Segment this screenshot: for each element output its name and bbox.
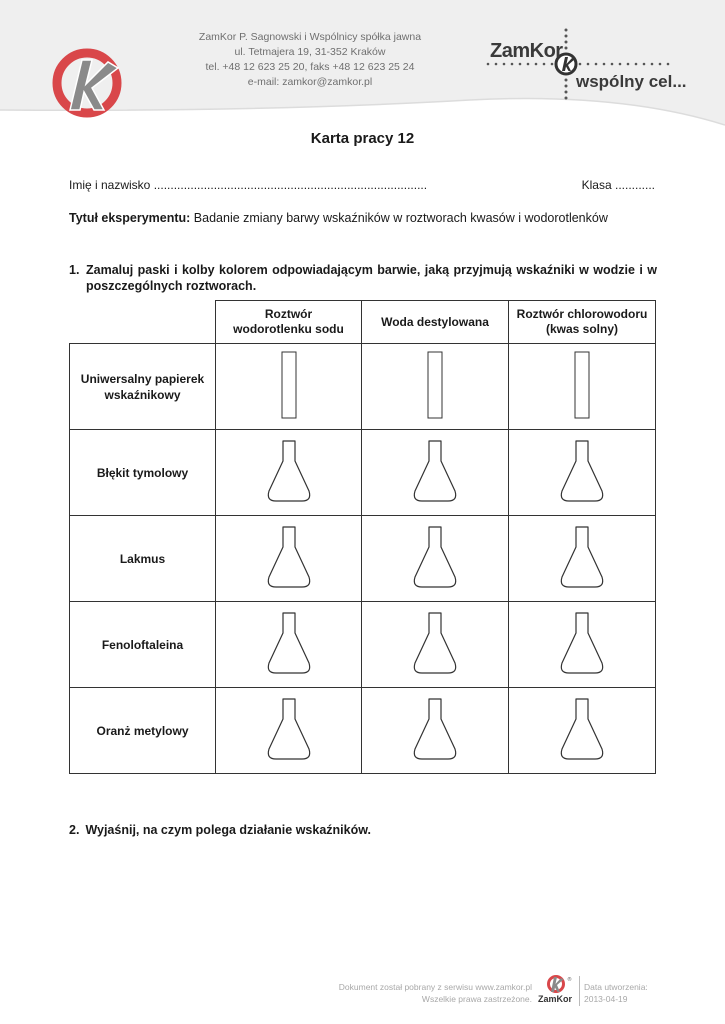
column-header-label: Roztwór wodorotlenku sodu — [233, 307, 344, 336]
column-header-label: Roztwór chlorowodoru (kwas solny) — [516, 307, 648, 336]
row-label: Fenoloftaleina — [70, 602, 216, 688]
task-1-number: 1. — [69, 263, 80, 277]
flask-cell[interactable] — [216, 430, 362, 516]
row-label: Uniwersalny papierek wskaźnikowy — [70, 344, 216, 430]
flask-cell[interactable] — [509, 430, 656, 516]
erlenmeyer-flask-icon[interactable] — [411, 525, 459, 589]
erlenmeyer-flask-icon[interactable] — [411, 611, 459, 675]
row-label: Oranż metylowy — [70, 688, 216, 774]
footer-creation-date — [584, 981, 648, 1005]
erlenmeyer-flask-icon[interactable] — [265, 525, 313, 589]
strip-cell[interactable] — [216, 344, 362, 430]
table-row — [70, 688, 656, 774]
task-2-number: 2. — [69, 823, 80, 837]
column-header-label: Woda destylowana — [381, 314, 489, 329]
erlenmeyer-flask-icon[interactable] — [558, 439, 606, 503]
brand-slogan: wspólny cel... — [576, 72, 687, 91]
task-1 — [69, 262, 657, 294]
erlenmeyer-flask-icon[interactable] — [411, 697, 459, 761]
footer-date-label: Data utworzenia: — [584, 982, 648, 992]
company-name: ZamKor P. Sagnowski i Wspólnicy spółka jawna — [198, 31, 422, 43]
experiment-title-value: Badanie zmiany barwy wskaźników w roztworach kwasów i wodorotlenków — [190, 211, 608, 225]
company-email: e-mail: zamkor@zamkor.pl — [247, 76, 373, 88]
table-corner-cell — [70, 301, 216, 344]
task-1-text: Zamaluj paski i kolby kolorem odpowiadającym barwie, jaką przyjmują wskaźniki w wodzie i w poszczególnych roztworach. — [86, 263, 657, 293]
table-row — [70, 602, 656, 688]
worksheet-title: Karta pracy 12 — [310, 130, 415, 147]
company-address — [160, 30, 460, 90]
row-label: Lakmus — [70, 516, 216, 602]
indicator-strip-icon[interactable] — [427, 351, 443, 419]
erlenmeyer-flask-icon[interactable] — [558, 525, 606, 589]
flask-cell[interactable] — [216, 688, 362, 774]
zamkor-k-logo-icon — [52, 48, 122, 118]
indicator-strip-icon[interactable] — [281, 351, 297, 419]
experiment-title-label: Tytuł eksperymentu: — [69, 211, 191, 225]
flask-cell[interactable] — [509, 688, 656, 774]
column-header-naoh — [216, 301, 362, 344]
brand-dots-icon — [478, 26, 698, 106]
brand-name: ZamKor — [490, 40, 563, 62]
table-row — [70, 516, 656, 602]
indicator-table — [69, 300, 656, 774]
erlenmeyer-flask-icon[interactable] — [265, 439, 313, 503]
erlenmeyer-flask-icon[interactable] — [265, 697, 313, 761]
student-name-field[interactable]: Imię i nazwisko .................................................................................. — [69, 178, 428, 192]
column-header-water — [362, 301, 509, 344]
strip-cell[interactable] — [509, 344, 656, 430]
strip-cell[interactable] — [362, 344, 509, 430]
table-row — [70, 430, 656, 516]
flask-cell[interactable] — [362, 430, 509, 516]
footer-rights-line: Wszelkie prawa zastrzeżone. — [421, 994, 532, 1004]
flask-cell[interactable] — [362, 602, 509, 688]
flask-cell[interactable] — [509, 516, 656, 602]
experiment-title — [69, 211, 608, 225]
task-2 — [69, 823, 371, 837]
erlenmeyer-flask-icon[interactable] — [411, 439, 459, 503]
brand-logo — [478, 26, 698, 106]
footer-logo-text: ZamKor — [538, 994, 573, 1004]
student-class-field[interactable]: Klasa ............ — [581, 178, 655, 192]
footer-source-line: Dokument został pobrany z serwisu www.zamkor.pl — [338, 982, 532, 992]
company-phone: tel. +48 12 623 25 20, faks +48 12 623 25 24 — [205, 61, 415, 73]
footer-source-note — [300, 981, 532, 1005]
column-header-hcl — [509, 301, 656, 344]
task-2-text: Wyjaśnij, na czym polega działanie wskaźników. — [85, 823, 371, 837]
table-header-row — [70, 301, 656, 344]
svg-text:®: ® — [567, 977, 572, 983]
footer-date-value: 2013-04-19 — [584, 994, 628, 1004]
row-label: Błękit tymolowy — [70, 430, 216, 516]
table-row — [70, 344, 656, 430]
erlenmeyer-flask-icon[interactable] — [558, 697, 606, 761]
flask-cell[interactable] — [362, 688, 509, 774]
erlenmeyer-flask-icon[interactable] — [265, 611, 313, 675]
erlenmeyer-flask-icon[interactable] — [558, 611, 606, 675]
company-street: ul. Tetmajera 19, 31-352 Kraków — [234, 46, 386, 58]
flask-cell[interactable] — [362, 516, 509, 602]
footer-divider — [579, 976, 580, 1006]
flask-cell[interactable] — [216, 516, 362, 602]
flask-cell[interactable] — [216, 602, 362, 688]
indicator-strip-icon[interactable] — [574, 351, 590, 419]
flask-cell[interactable] — [509, 602, 656, 688]
